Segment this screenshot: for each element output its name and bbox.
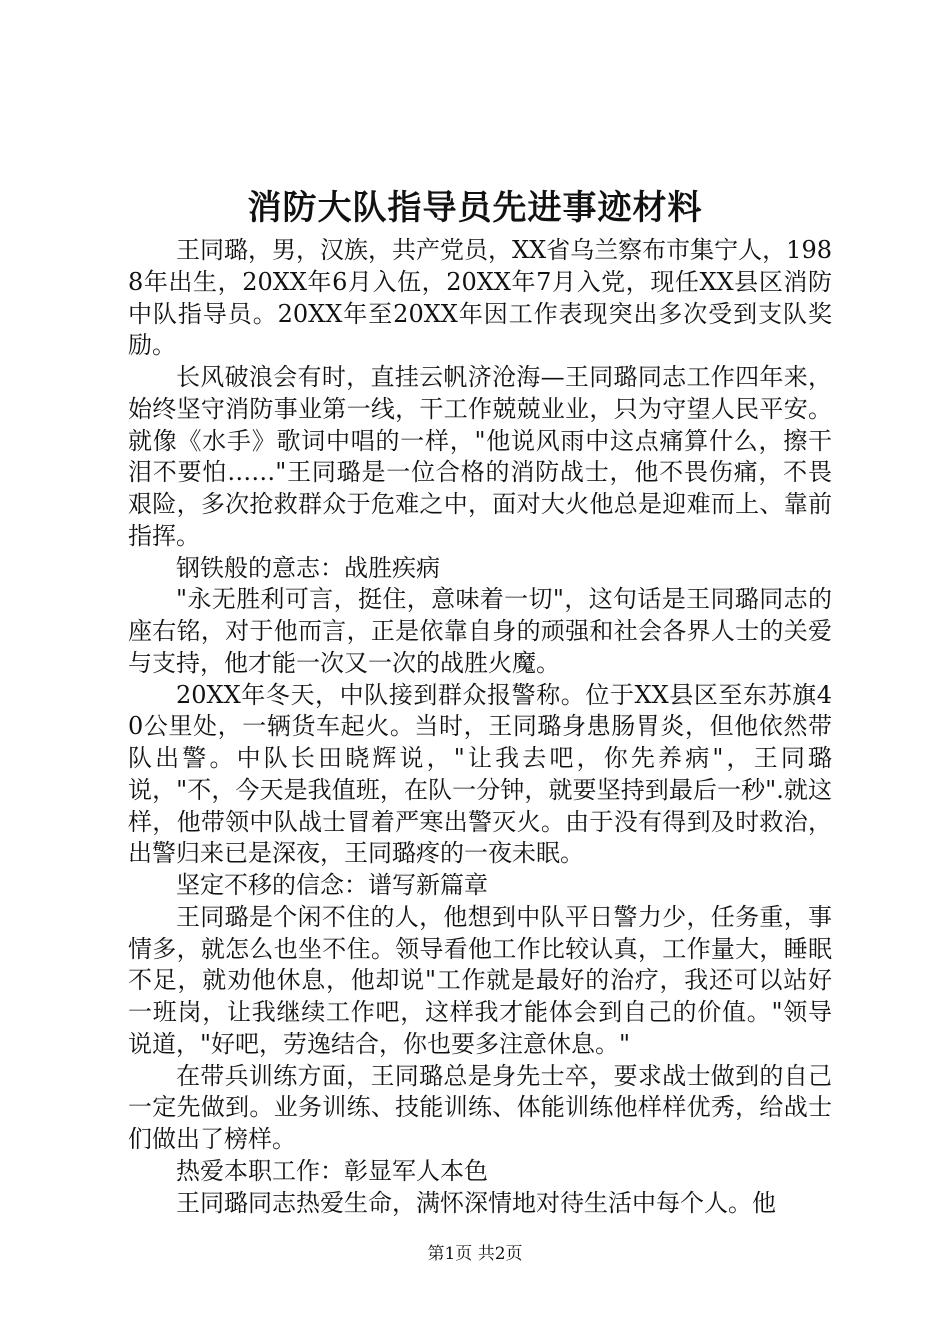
document-body — [128, 235, 832, 1219]
paragraph-closing: 王同璐同志热爱生命，满怀深情地对待生活中每个人。他 — [176, 1188, 776, 1217]
paragraph-training: 在带兵训练方面，王同璐总是身先士卒，要求战士做到的自己一定先做到。业务训练、技能训练、体能训练他样样优秀，给战士们做出了榜样。 — [128, 1061, 832, 1153]
paragraph-winter-incident: 20XX年冬天，中队接到群众报警称。位于XX县区至东苏旗40公里处，一辆货车起火。当时，王同璐身患肠胃炎，但他依然带队出警。中队长田晓辉说，"让我去吧，你先养病"，王同璐说，"不，今天是我值班，在队一分钟，就要坚持到最后一秒".就这样，他带领中队战士冒着严寒出警灭火。由于没有得到及时救治，出警归来已是深夜，王同璐疼的一夜未眠。 — [128, 680, 832, 868]
section-heading-willpower: 钢铁般的意志：战胜疾病 — [176, 553, 440, 582]
section-heading-belief: 坚定不移的信念：谱写新篇章 — [176, 871, 488, 899]
paragraph-overview: 长风破浪会有时，直挂云帆济沧海—王同璐同志工作四年来，始终坚守消防事业第一线，干工作兢兢业业，只为守望人民平安。就像《水手》歌词中唱的一样，"他说风雨中这点痛算什么，擦干泪不要怕……"王同璐是一位合格的消防战士，他不畏伤痛，不畏艰险，多次抢救群众于危难之中，面对大火他总是迎难而上、靠前指挥。 — [128, 363, 832, 550]
paragraph-dedication: 王同璐是个闲不住的人，他想到中队平日警力少，任务重，事情多，就怎么也坐不住。领导看他工作比较认真，工作量大，睡眠不足，就劝他休息，他却说"工作就是最好的治疗，我还可以站好一班岗，让我继续工作吧，这样我才能体会到自己的价值。"领导说道，"好吧，劳逸结合，你也要多注意休息。" — [128, 902, 832, 1058]
document-title: 消防大队指导员先进事迹材料 — [247, 188, 703, 228]
page-number-footer: 第1页 共2页 — [427, 1244, 523, 1264]
paragraph-motto: "永无胜利可言，挺住，意味着一切"，这句话是王同璐同志的座右铭，对于他而言，正是依靠自身的顽强和社会各界人士的关爱与支持，他才能一次又一次的战胜火魔。 — [128, 585, 832, 677]
paragraph-intro: 王同璐，男，汉族，共产党员，XX省乌兰察布市集宁人，1988年出生，20XX年6月入伍，20XX年7月入党，现任XX县区消防中队指导员。20XX年至20XX年因工作表现突出多次受到支队奖励。 — [128, 236, 832, 360]
section-heading-love-of-work: 热爱本职工作：彰显军人本色 — [176, 1156, 488, 1185]
